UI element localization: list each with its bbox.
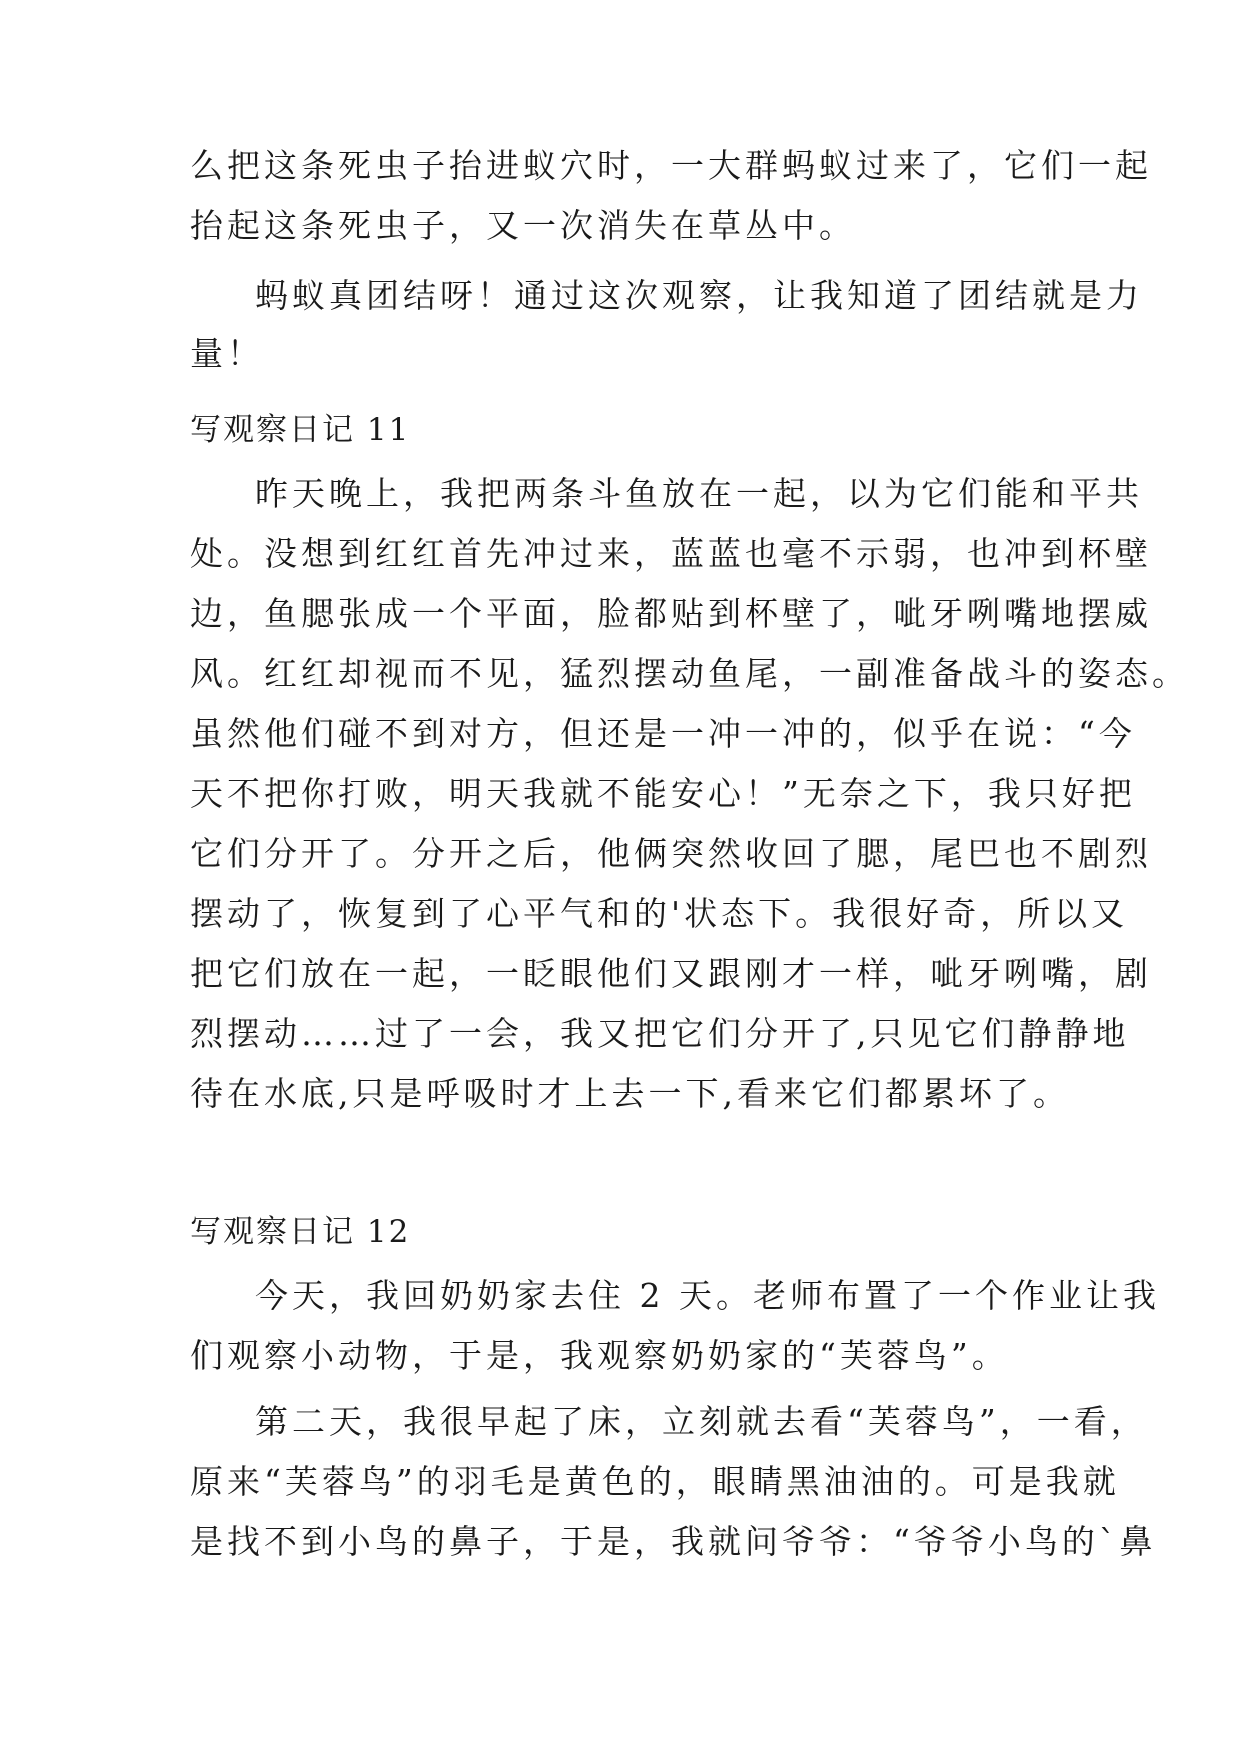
paragraph-line: 把它们放在一起，一眨眼他们又跟刚才一样，呲牙咧嘴，剧 (190, 954, 1152, 993)
paragraph-line: 风。红红却视而不见，猛烈摆动鱼尾，一副准备战斗的姿态。 (190, 654, 1189, 693)
paragraph-line: 第二天，我很早起了床，立刻就去看“芙蓉鸟”，一看， (255, 1402, 1148, 1441)
paragraph-line: 摆动了，恢复到了心平气和的'状态下。我很好奇，所以又 (190, 894, 1129, 933)
paragraph-line: 原来“芙蓉鸟”的羽毛是黄色的，眼睛黑油油的。可是我就 (190, 1462, 1120, 1501)
paragraph-line: 虽然他们碰不到对方，但还是一冲一冲的，似乎在说：“今 (190, 714, 1136, 753)
paragraph-line: 昨天晚上，我把两条斗鱼放在一起，以为它们能和平共 (255, 474, 1143, 513)
paragraph-line: 烈摆动……过了一会，我又把它们分开了,只见它们静静地 (190, 1014, 1130, 1053)
paragraph-line: 是找不到小鸟的鼻子，于是，我就问爷爷：“爷爷小鸟的`鼻 (190, 1522, 1157, 1561)
paragraph-line: 天不把你打败，明天我就不能安心！”无奈之下，我只好把 (190, 774, 1136, 813)
section-heading: 写观察日记 12 (190, 1214, 411, 1250)
paragraph-line: 抬起这条死虫子，又一次消失在草丛中。 (190, 206, 856, 245)
paragraph-line: 么把这条死虫子抬进蚁穴时，一大群蚂蚁过来了，它们一起 (190, 146, 1152, 185)
paragraph-line: 它们分开了。分开之后，他俩突然收回了腮，尾巴也不剧烈 (190, 834, 1152, 873)
paragraph-line: 边，鱼腮张成一个平面，脸都贴到杯壁了，呲牙咧嘴地摆威 (190, 594, 1152, 633)
paragraph-line: 量！ (190, 334, 264, 373)
section-heading: 写观察日记 11 (190, 412, 411, 448)
paragraph-line: 们观察小动物，于是，我观察奶奶家的“芙蓉鸟”。 (190, 1336, 1009, 1375)
paragraph-line: 待在水底,只是呼吸时才上去一下,看来它们都累坏了。 (190, 1074, 1070, 1113)
paragraph-line: 今天，我回奶奶家去住 2 天。老师布置了一个作业让我 (255, 1276, 1160, 1315)
paragraph-line: 处。没想到红红首先冲过来，蓝蓝也毫不示弱，也冲到杯壁 (190, 534, 1152, 573)
paragraph-line: 蚂蚁真团结呀！通过这次观察，让我知道了团结就是力 (255, 276, 1143, 315)
